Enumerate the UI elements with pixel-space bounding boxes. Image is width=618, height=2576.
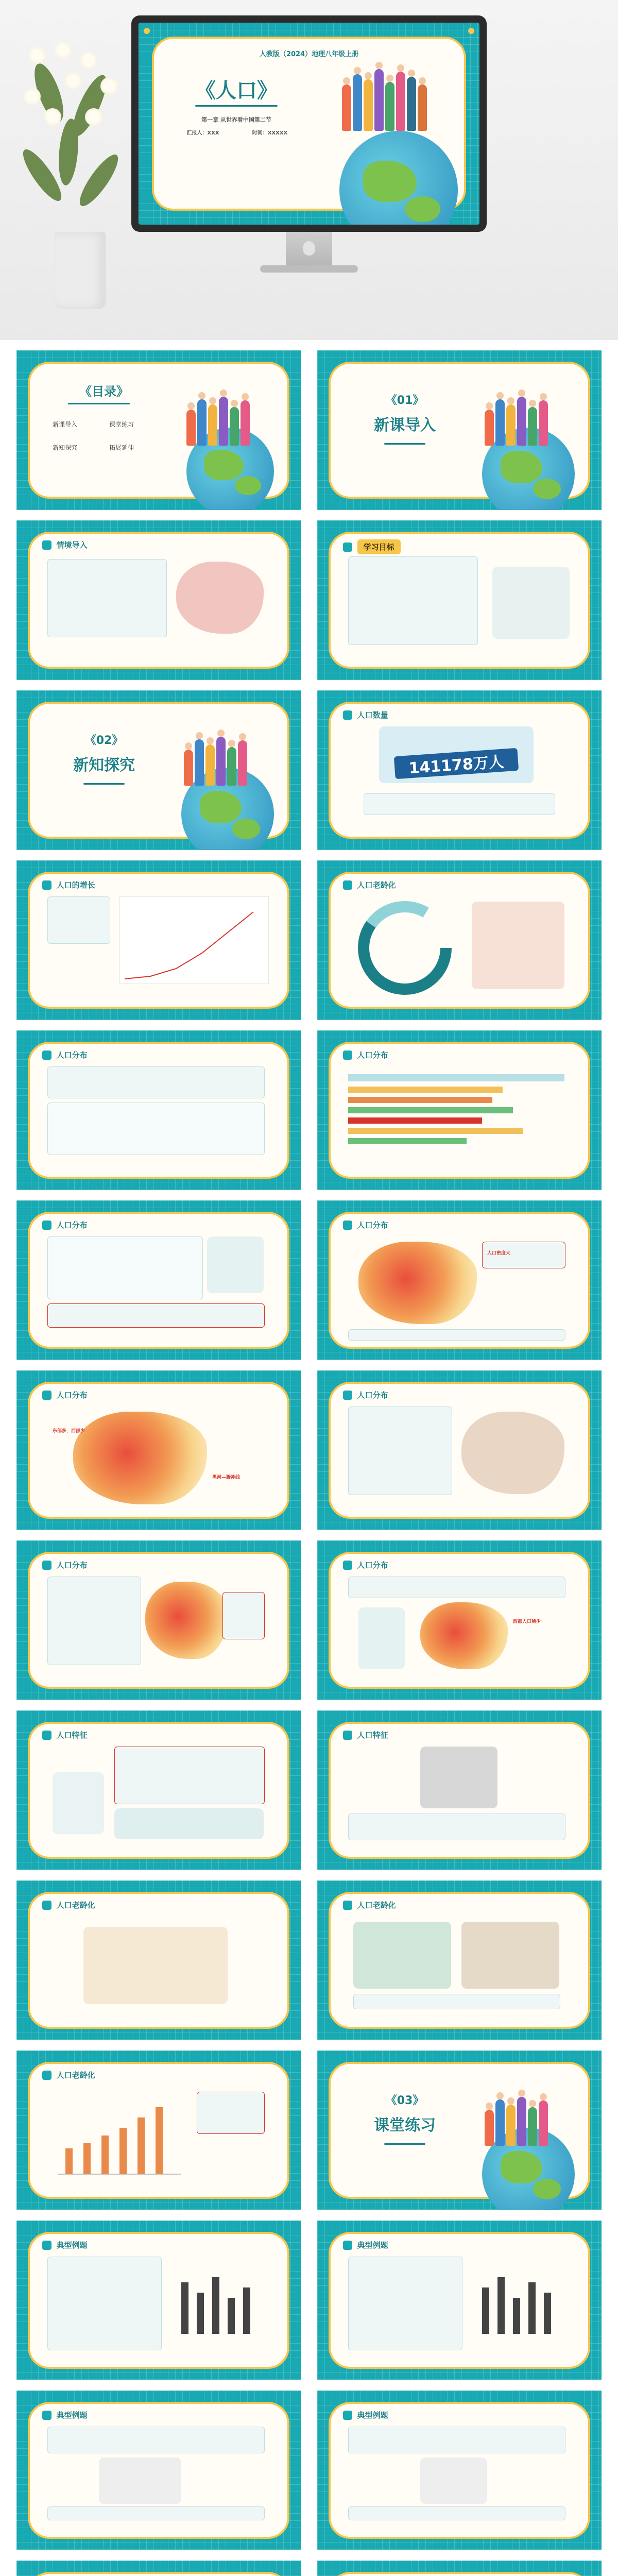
- slide-section-03: [317, 2050, 602, 2210]
- people-illustration: [186, 397, 250, 446]
- callout-box: [222, 1592, 265, 1639]
- slide-title: 人口分布: [357, 1561, 388, 1570]
- portrait-image: [420, 1747, 497, 1808]
- conclusion-box: [47, 1303, 265, 1328]
- slide-title: 典型例题: [357, 2241, 388, 2250]
- slide-title: 人口分布: [357, 1221, 388, 1230]
- people-illustration: [485, 397, 548, 446]
- map-caption: [348, 1329, 565, 1341]
- line-note: 黑河—腾冲线: [212, 1475, 241, 1480]
- slide-cartoon: [16, 1880, 301, 2040]
- slide-case-study-2: [16, 1540, 301, 1700]
- slide-population-growth: [16, 860, 301, 1020]
- distribution-map: [73, 1412, 207, 1504]
- slide-case-study: [317, 1370, 602, 1530]
- question-text: [348, 2427, 565, 2453]
- slide-people-scene: [16, 1710, 301, 1870]
- slide-bar-table: [317, 1030, 602, 1190]
- section-number: 《02》: [84, 734, 124, 747]
- hero-mockup: [0, 0, 618, 340]
- aging-bar-chart: [53, 2087, 186, 2179]
- slide-title: 人口分布: [56, 1561, 88, 1570]
- population-text: [364, 793, 555, 815]
- slide-exercise-3: [16, 2391, 301, 2550]
- slide-title: 人口分布: [56, 1391, 88, 1400]
- slide-title: 学习目标: [357, 539, 401, 554]
- family-illustration: [472, 902, 564, 989]
- cover-time: 时间：XXXXX: [252, 130, 288, 136]
- slide-title: 人口分布: [357, 1050, 388, 1060]
- slide-bar-chart: [16, 2050, 301, 2210]
- cover-chapter: 第一章 从世界看中国第二节: [201, 116, 271, 123]
- case-map: [145, 1582, 228, 1659]
- toc-item[interactable]: 课堂练习: [109, 421, 134, 428]
- slide-title: 典型例题: [56, 2241, 88, 2250]
- slide-title: 典型例题: [56, 2411, 88, 2420]
- slide-title: 典型例题: [357, 2411, 388, 2420]
- people-illustration: [184, 737, 247, 786]
- cover-presenter: 汇报人：XXX: [186, 130, 219, 136]
- toc-item[interactable]: 新知探究: [53, 444, 78, 451]
- teacher-illustration: [358, 1607, 405, 1669]
- exercise-bar-chart: [171, 2262, 264, 2339]
- students-illustration: [114, 1808, 264, 1839]
- question-text: [348, 2257, 462, 2350]
- goals-text-box: [348, 556, 478, 645]
- slide-aging: [317, 860, 602, 1020]
- decor-plant: [23, 41, 131, 309]
- growth-text: [47, 896, 110, 944]
- slide-photos: [317, 1880, 602, 2040]
- slide-toc: [16, 350, 301, 510]
- chart-note: [197, 2092, 265, 2134]
- photo-caption: [353, 1994, 560, 2009]
- teacher-illustration: [53, 1772, 104, 1834]
- case-map: [461, 1412, 564, 1494]
- slide-title: 人口特征: [56, 1731, 88, 1740]
- slide-exercise-1: [16, 2221, 301, 2380]
- province-table: [47, 1236, 203, 1299]
- china-map-image: [176, 562, 264, 634]
- exercise-chart: [420, 2458, 487, 2504]
- slide-title: 人口数量: [357, 710, 388, 720]
- figure-icon: [207, 1236, 264, 1293]
- question-text: [47, 2427, 265, 2453]
- density-map: [358, 1242, 477, 1324]
- slide-intro: [16, 520, 301, 680]
- slide-title: 情境导入: [56, 540, 88, 550]
- slide-person-portrait: [317, 1710, 602, 1870]
- people-illustration: [342, 69, 427, 131]
- people-illustration: [485, 2097, 548, 2146]
- apple-logo-icon: [303, 241, 315, 256]
- slide-population-table: [16, 1030, 301, 1190]
- case-text: [348, 1406, 452, 1495]
- slide-map-dist: [16, 1370, 301, 1530]
- slide-title: 人口的增长: [56, 880, 95, 890]
- table-intro-text: [47, 1066, 265, 1098]
- slide-title: 人口老龄化: [56, 1901, 95, 1910]
- west-note: 西部人口稀少: [513, 1619, 541, 1624]
- slide-exercise-2: [317, 2221, 602, 2380]
- slide-learning-goals: [317, 520, 602, 680]
- density-note: 人口密度大: [487, 1251, 511, 1256]
- slide-title: 人口老龄化: [56, 2071, 95, 2080]
- slide-population-number: [317, 690, 602, 850]
- toc-title: 《目录》: [79, 384, 129, 399]
- exercise-bar-chart: [472, 2262, 564, 2339]
- section-title: 课堂练习: [374, 2116, 436, 2134]
- case-map: [420, 1602, 508, 1669]
- growth-curve-chart: [119, 896, 269, 984]
- slide-section-02: [16, 690, 301, 850]
- slide-province-table: [16, 1200, 301, 1360]
- cover-series: 人教版（2024）地理八年级上册: [259, 50, 359, 58]
- photo-right: [461, 1922, 559, 1989]
- cover-title: 《人口》: [195, 79, 278, 103]
- slide-title: 人口分布: [56, 1221, 88, 1230]
- stacked-bar-table: [348, 1069, 564, 1157]
- question-text: [47, 2257, 162, 2350]
- portrait-text: [348, 1814, 565, 1840]
- slide-title: 人口老龄化: [357, 880, 396, 890]
- options-text: [47, 2506, 265, 2520]
- intro-text-box: [47, 559, 167, 637]
- slide-title: 人口分布: [56, 1050, 88, 1060]
- monitor: [131, 15, 487, 232]
- aging-donut: [353, 896, 456, 999]
- case-text: [47, 1577, 141, 1665]
- speech-text: [114, 1747, 265, 1804]
- slide-section-01: [317, 350, 602, 510]
- section-number: 《03》: [385, 2094, 424, 2107]
- population-number: 141178万人: [394, 748, 519, 779]
- dist-note: 东部多，西部少: [53, 1429, 85, 1434]
- teacher-illustration: [492, 567, 570, 639]
- options-text: [348, 2506, 565, 2520]
- cover-slide-preview: [139, 23, 479, 225]
- slide-grid: [0, 340, 618, 2576]
- slide-title: 人口特征: [357, 1731, 388, 1740]
- data-table: [47, 1103, 265, 1155]
- slide-case-study-3: [317, 1540, 602, 1700]
- slide-title: 人口老龄化: [357, 1901, 396, 1910]
- section-number: 《01》: [385, 394, 424, 407]
- slide-density-map: [317, 1200, 602, 1360]
- slide-exercise-5: [16, 2561, 301, 2576]
- cartoon-illustration: [83, 1927, 228, 2004]
- slide-title: 人口分布: [357, 1391, 388, 1400]
- toc-item[interactable]: 拓展延伸: [109, 444, 134, 451]
- case-text: [348, 1577, 565, 1598]
- exercise-chart: [99, 2458, 181, 2504]
- section-title: 新课导入: [374, 416, 436, 434]
- slide-exercise-4: [317, 2391, 602, 2550]
- slide-exercise-6: [317, 2561, 602, 2576]
- photo-left: [353, 1922, 451, 1989]
- section-title: 新知探究: [73, 756, 135, 774]
- toc-item[interactable]: 新课导入: [53, 421, 78, 428]
